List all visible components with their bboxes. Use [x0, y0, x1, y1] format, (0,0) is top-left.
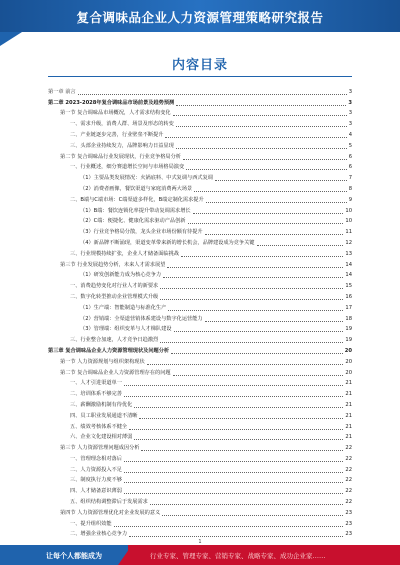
toc-entry-text: 六、企业文化建设相对薄弱 [70, 434, 133, 441]
toc-entry-text: （3）管理端：组织变革与人才梯队建设 [80, 326, 172, 333]
toc-entry[interactable] [48, 345, 352, 356]
toc-entry-text: 第三章 复合调味品企业人力资源管理现状及问题分析 [48, 347, 170, 354]
header-banner [0, 0, 400, 32]
toc-entry[interactable] [48, 313, 352, 324]
toc-dot-leader [129, 428, 343, 430]
toc-entry[interactable] [48, 194, 352, 205]
toc-entry[interactable] [48, 529, 352, 540]
toc-dot-leader [176, 104, 346, 106]
toc-entry[interactable] [48, 432, 352, 443]
toc-entry[interactable] [48, 496, 352, 507]
toc-entry-page: 8 [348, 185, 352, 192]
toc-entry-text: 一、人才引进渠道单一 [70, 380, 122, 387]
toc-dot-leader [165, 136, 346, 138]
toc-entry[interactable] [48, 442, 352, 453]
toc-entry-page: 10 [345, 218, 352, 225]
toc-entry-page: 22 [345, 445, 352, 452]
toc-entry[interactable] [48, 248, 352, 259]
toc-dot-leader [206, 201, 347, 203]
toc-entry[interactable] [48, 378, 352, 389]
toc-entry-page: 5 [348, 142, 352, 149]
toc-entry-page: 4 [348, 131, 352, 138]
toc-entry-page: 17 [345, 304, 352, 311]
toc-entry-text: （2）消费者画像，餐饮渠道与家庭消费两大场景 [80, 185, 193, 192]
toc-entry-text: 三、薪酬激励机制有待优化 [70, 401, 133, 408]
toc-entry-page: 23 [345, 520, 352, 527]
toc-dot-leader [124, 384, 344, 386]
toc-entry[interactable] [48, 237, 352, 248]
toc-entry[interactable] [48, 162, 352, 173]
toc-entry-page: 20 [344, 347, 352, 354]
toc-entry-page: 22 [345, 466, 352, 473]
toc-entry-page: 22 [345, 499, 352, 506]
toc-entry-page: 21 [345, 391, 352, 398]
toc-entry-text: 一、提升组织效能 [70, 520, 112, 527]
toc-entry[interactable] [48, 183, 352, 194]
toc-entry-text: 第三节 行业发展趋势分析，未来人才需求展望 [60, 261, 166, 268]
toc-entry-page: 21 [345, 423, 352, 430]
toc-entry-text: （1）生产端：智能制造与标准化生产 [80, 304, 167, 311]
toc-entry[interactable] [48, 388, 352, 399]
toc-entry-page: 3 [348, 99, 352, 106]
toc-entry[interactable] [48, 507, 352, 518]
footer-accent-tip [118, 545, 132, 565]
toc-dot-leader [186, 168, 347, 170]
toc-dot-leader [188, 222, 344, 224]
toc-entry[interactable] [48, 270, 352, 281]
page-number: 1 [198, 539, 202, 545]
toc-dot-leader [174, 330, 344, 332]
toc-entry-text: 三、头部企业持续发力，品牌影响力日益显现 [70, 142, 174, 149]
toc-entry[interactable] [48, 464, 352, 475]
toc-entry-text: 一、管理理念相对落后 [70, 455, 122, 462]
toc-entry-page: 23 [345, 531, 352, 538]
toc-entry-page: 9 [348, 196, 352, 203]
toc-dot-leader [160, 341, 343, 343]
toc-dot-leader [124, 460, 344, 462]
toc-entry-page: 19 [345, 337, 352, 344]
toc-entry-page: 13 [345, 250, 352, 257]
toc-entry-page: 16 [345, 293, 352, 300]
toc-dot-leader [147, 363, 344, 365]
toc-entry[interactable] [48, 140, 352, 151]
toc-entry-text: 二、增强企业核心竞争力 [70, 531, 128, 538]
toc-dot-leader [193, 212, 344, 214]
toc-entry[interactable] [48, 118, 352, 129]
toc-divider [48, 76, 352, 77]
toc-entry-page: 23 [345, 509, 352, 516]
toc-dot-leader [173, 374, 344, 376]
table-of-contents [48, 86, 352, 539]
toc-entry-text: （4）新品牌不断涌现，渠道变革带来新的增长机会，品牌建设成为竞争关键 [80, 239, 255, 246]
toc-entry-text: （1）B端：餐饮连锁化率提升带动复调需求增长 [80, 207, 191, 214]
toc-entry-text: 四、人才储备意识薄弱 [70, 488, 122, 495]
toc-dot-leader [78, 93, 347, 95]
toc-entry[interactable] [48, 324, 352, 335]
toc-entry-page: 21 [345, 412, 352, 419]
toc-entry[interactable] [48, 108, 352, 119]
toc-entry-page: 15 [345, 283, 352, 290]
toc-dot-leader [160, 298, 343, 300]
toc-entry-text: 三、制度执行力度不够 [70, 477, 122, 484]
toc-entry[interactable] [48, 280, 352, 291]
toc-dot-leader [124, 492, 344, 494]
toc-dot-leader [173, 114, 347, 116]
toc-entry-page: 11 [345, 229, 352, 236]
toc-entry-text: 五、绩效考核体系不健全 [70, 423, 128, 430]
toc-dot-leader [141, 449, 343, 451]
toc-dot-leader [124, 471, 344, 473]
toc-entry[interactable] [48, 475, 352, 486]
toc-entry-text: 第三节 人力资源管理问题成因分析 [60, 445, 140, 452]
toc-entry-text: （3）行业竞争格局分散，龙头企业市场份额有待提升 [80, 229, 203, 236]
toc-entry-text: 四、员工职业发展通道不清晰 [70, 412, 138, 419]
toc-entry-page: 10 [345, 207, 352, 214]
toc-entry[interactable] [48, 302, 352, 313]
toc-entry-text: （2）营销端：全渠道营销体系建设与数字化运营能力 [80, 315, 203, 322]
toc-entry-page: 22 [345, 477, 352, 484]
toc-dot-leader [168, 309, 343, 311]
toc-dot-leader [205, 320, 344, 322]
toc-entry-text: 二、产业链逐步完善，行业壁垒不断提升 [70, 131, 164, 138]
header-corner-decoration [0, 32, 22, 46]
toc-entry-text: 一、行业概述，细分赛道增长空间与市场格局演变 [70, 164, 185, 171]
toc-entry[interactable] [48, 97, 352, 108]
toc-entry-page: 19 [345, 326, 352, 333]
toc-dot-leader [171, 352, 343, 354]
toc-entry-text: 五、组织结构调整滞后于发展需求 [70, 499, 148, 506]
toc-entry[interactable] [48, 226, 352, 237]
toc-entry[interactable] [48, 129, 352, 140]
toc-dot-leader [124, 481, 344, 483]
toc-dot-leader [150, 503, 344, 505]
toc-dot-leader [139, 417, 343, 419]
toc-entry[interactable] [48, 485, 352, 496]
toc-entry-text: （1）主要品类发展情况：火锅底料、中式复调与西式复调 [80, 175, 213, 182]
toc-entry[interactable] [48, 334, 352, 345]
toc-dot-leader [176, 147, 347, 149]
toc-dot-leader [183, 158, 347, 160]
toc-entry[interactable] [48, 421, 352, 432]
toc-entry-page: 3 [348, 88, 352, 95]
toc-entry-text: 第四节 人力资源管理优化对企业发展的意义 [60, 509, 161, 516]
toc-entry-text: （1）研发创新能力成为核心竞争力 [80, 272, 162, 279]
toc-dot-leader [114, 525, 344, 527]
toc-dot-leader [160, 287, 343, 289]
toc-entry-page: 14 [345, 272, 352, 279]
toc-dot-leader [129, 535, 343, 537]
toc-entry-page: 20 [345, 358, 352, 365]
toc-entry-page: 22 [345, 455, 352, 462]
toc-entry[interactable] [48, 399, 352, 410]
footer-slogan: 让每个人都能成为 [46, 552, 102, 560]
toc-dot-leader [167, 266, 343, 268]
toc-entry-page: 3 [348, 121, 352, 128]
toc-entry-page: 21 [345, 434, 352, 441]
toc-dot-leader [176, 125, 347, 127]
toc-dot-leader [124, 395, 344, 397]
toc-dot-leader [194, 190, 346, 192]
toc-entry-text: 第二节 复合调味品行业发展现状，行业竞争格局分析 [60, 153, 181, 160]
toc-dot-leader [257, 244, 344, 246]
toc-entry-text: 第二章 2023-2028年复合调味品市场前景及趋势预测 [48, 99, 175, 106]
toc-entry-text: 二、数字化转型推动企业管理模式升级 [70, 293, 159, 300]
toc-entry-text: 第二节 复合调味品企业人力资源管理存在的问题 [60, 369, 171, 376]
toc-entry-text: （2）C端：便捷化、健康化需求驱动产品创新 [80, 218, 186, 225]
toc-dot-leader [163, 276, 343, 278]
toc-entry[interactable] [48, 205, 352, 216]
toc-entry[interactable] [48, 410, 352, 421]
toc-dot-leader [215, 179, 347, 181]
toc-entry[interactable] [48, 216, 352, 227]
toc-entry-page: 6 [348, 153, 352, 160]
toc-entry-text: 第一章 前言 [48, 88, 76, 95]
toc-heading: 内容目录 [171, 58, 228, 73]
toc-entry-page: 21 [345, 401, 352, 408]
toc-entry[interactable] [48, 367, 352, 378]
toc-dot-leader [205, 233, 344, 235]
toc-entry[interactable] [48, 151, 352, 162]
toc-entry[interactable] [48, 518, 352, 529]
toc-dot-leader [134, 406, 343, 408]
footer-tagline: 行业专家、管理专家、营销专家、战略专家、成功企业家…… [150, 552, 326, 560]
toc-entry[interactable] [48, 172, 352, 183]
toc-entry-text: 二、人力资源投入不足 [70, 466, 122, 473]
toc-entry-page: 22 [345, 488, 352, 495]
toc-entry-page: 18 [345, 315, 352, 322]
toc-entry-text: 二、B端与C端市场：C端渠道多样化，B端定制化需求提升 [70, 196, 204, 203]
toc-entry-page: 6 [348, 164, 352, 171]
toc-entry-text: 第一节 复合调味品市场概况，人才需求结构变化 [60, 110, 171, 117]
toc-entry-text: 三、行业规模持续扩张，企业人才储备面临挑战 [70, 250, 179, 257]
toc-entry-text: 一、消费趋势变化对行业人才的新要求 [70, 283, 159, 290]
toc-entry[interactable] [48, 86, 352, 97]
toc-entry[interactable] [48, 259, 352, 270]
toc-entry-page: 7 [348, 175, 352, 182]
toc-entry-page: 12 [345, 239, 352, 246]
toc-entry[interactable] [48, 453, 352, 464]
toc-entry-page: 20 [345, 369, 352, 376]
document-title: 复合调味品企业人力资源管理策略研究报告 [76, 10, 324, 25]
toc-entry-text: 二、培训体系不够完善 [70, 391, 122, 398]
toc-dot-leader [162, 514, 343, 516]
toc-entry[interactable] [48, 356, 352, 367]
toc-entry-page: 21 [345, 380, 352, 387]
toc-entry-text: 一、需求升级，消费人群、场景及形态的转变 [70, 121, 174, 128]
toc-dot-leader [181, 255, 343, 257]
toc-dot-leader [134, 438, 343, 440]
toc-entry-text: 第一节 人力资源规划与组织架构现状 [60, 358, 145, 365]
toc-entry-page: 14 [345, 261, 352, 268]
toc-entry[interactable] [48, 291, 352, 302]
toc-entry-page: 3 [348, 110, 352, 117]
toc-entry-text: 三、行业整合加速，人才竞争日趋激烈 [70, 337, 159, 344]
